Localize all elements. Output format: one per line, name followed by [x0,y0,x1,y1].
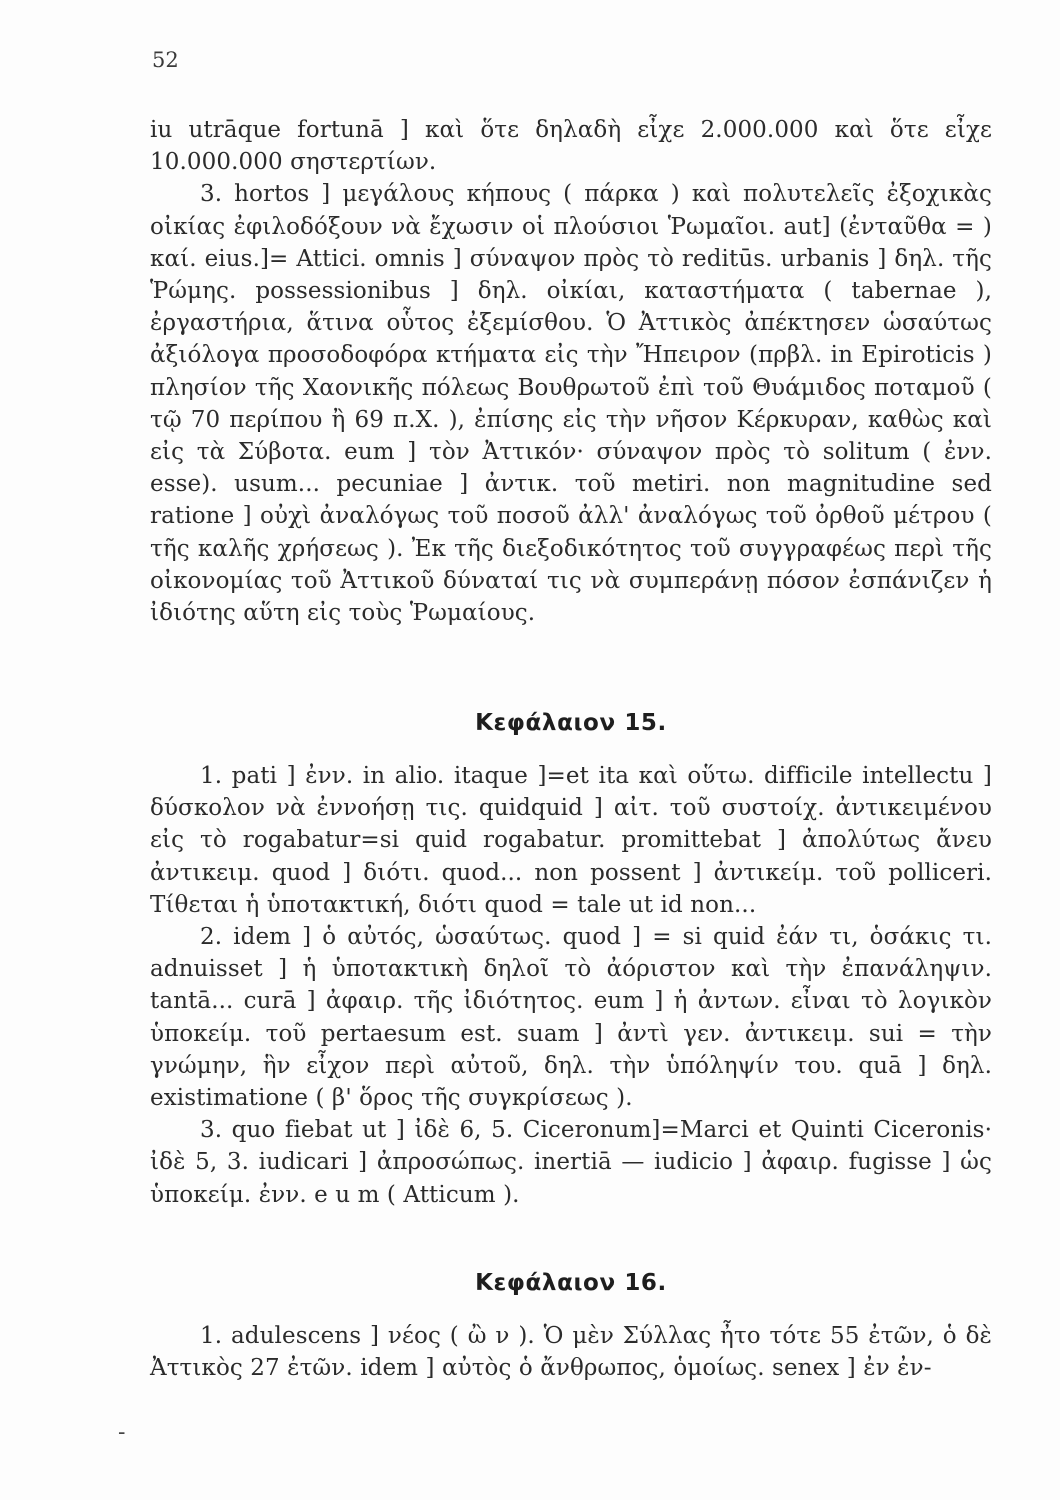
commentary-block-chapter-15 [150,760,992,1211]
page-number: 52 [152,48,179,72]
paragraph-iu-utraque: iu utrāque fortunā ] καὶ ὅτε δηλαδὴ εἶχε 2.000.000 καὶ ὅτε εἶχε 10.000.000 σηστερτίων. [150,117,992,176]
margin-mark: - [118,1420,126,1445]
chapter-heading-15: Κεφάλαιον 15. [475,710,667,736]
paragraph-note-3-hortos: 3. hortos ] μεγάλους κήπους ( πάρκα ) καὶ πολυτελεῖς ἐξοχικὰς οἰκίας ἐφιλοδόξουν νὰ ἔχωσιν οἱ πλούσιοι Ῥωμαῖοι. aut] (ἐνταῦθα = ) καί. eius.]= Attici. omnis ] σύναψον πρὸς τὸ reditūs. urbanis ] δηλ. τῆς Ῥώμης. possessionibus ] δηλ. οἰκίαι, καταστήματα ( tabernae ), ἐργαστήρια, ἅτινα οὗτος ἐξεμίσθου. Ὁ Ἀττικὸς ἀπέκτησεν ὡσαύτως ἀξιόλογα προσοδοφόρα κτήματα εἰς τὴν Ἤπειρον (πρβλ. in Epiroticis ) πλησίον τῆς Χαονικῆς πόλεως Βουθρωτοῦ ἐπὶ τοῦ Θυάμιδος ποταμοῦ ( τῷ 70 περίπου ἢ 69 π.Χ. ), ἐπίσης εἰς τὴν νῆσον Κέρκυραν, καθὼς καὶ εἰς τὰ Σύβοτα. eum ] τὸν Ἀττικόν· σύναψον πρὸς τὸ solitum ( ἐνν. esse). usum... pecuniae ] ἀντικ. τοῦ metiri. non magnitudine sed ratione ] οὐχὶ ἀναλόγως τοῦ ποσοῦ ἀλλ' ἀναλόγως τοῦ ὀρθοῦ μέτρου ( τῆς καλῆς χρήσεως ). Ἐκ τῆς διεξοδικότητος τοῦ συγγραφέως περὶ τῆς οἰκονομίας τοῦ Ἀττικοῦ δύναταί τις νὰ συμπεράνῃ πόσον ἐσπάνιζεν ἡ ἰδιότης αὕτη εἰς τοὺς Ῥωμαίους. [150,181,992,627]
commentary-block-chapter-16 [150,1320,992,1384]
paragraph-note-2-idem: 2. idem ] ὁ αὐτός, ὡσαύτως. quod ] = si quid ἐάν τι, ὁσάκις τι. adnuisset ] ἡ ὑποτακτικὴ δηλοῖ τὸ ἀόριστον καὶ τὴν ἐπανάληψιν. tantā... curā ] ἀφαιρ. τῆς ἰδιότητος. eum ] ἡ ἀντων. εἶναι τὸ λογικὸν ὑποκείμ. τοῦ pertaesum est. suam ] ἀντὶ γεν. ἀντικειμ. sui = τὴν γνώμην, ἣν εἶχον περὶ αὐτοῦ, δηλ. τὴν ὑπόληψίν του. quā ] δηλ. existimatione ( β' ὅρος τῆς συγκρίσεως ). [150,924,992,1112]
paragraph-note-3-quo-fiebat: 3. quo fiebat ut ] ἰδὲ 6, 5. Ciceronum]=Marci et Quinti Ciceronis· ἰδὲ 5, 3. iudicari ] ἀπροσώπως. inertiā — iudicio ] ἀφαιρ. fugisse ] ὡς ὑποκείμ. ἐνν. e u m ( Atticum ). [150,1117,992,1208]
paragraph-note-1-adulescens: 1. adulescens ] νέος ( ὢ ν ). Ὁ μὲν Σύλλας ἦτο τότε 55 ἐτῶν, ὁ δὲ Ἀττικὸς 27 ἐτῶν. idem ] αὐτὸς ὁ ἄνθρωπος, ὁμοίως. senex ] ἐν ἐν- [150,1323,992,1382]
commentary-block-chapter-14 [150,114,992,629]
chapter-heading-16: Κεφάλαιον 16. [475,1270,667,1296]
paragraph-note-1-pati: 1. pati ] ἐνν. in alio. itaque ]=et ita καὶ οὕτω. difficile intellectu ] δύσκολον νὰ ἐννοήσῃ τις. quidquid ] αἰτ. τοῦ συστοίχ. ἀντικειμένου εἰς τὸ rogabatur=si quid rogabatur. promittebat ] ἀπολύτως ἄνευ ἀντικειμ. quod ] διότι. quod... non possent ] ἀντικείμ. τοῦ polliceri. Τίθεται ἡ ὑποτακτική, διότι quod = tale ut id non... [150,763,992,918]
